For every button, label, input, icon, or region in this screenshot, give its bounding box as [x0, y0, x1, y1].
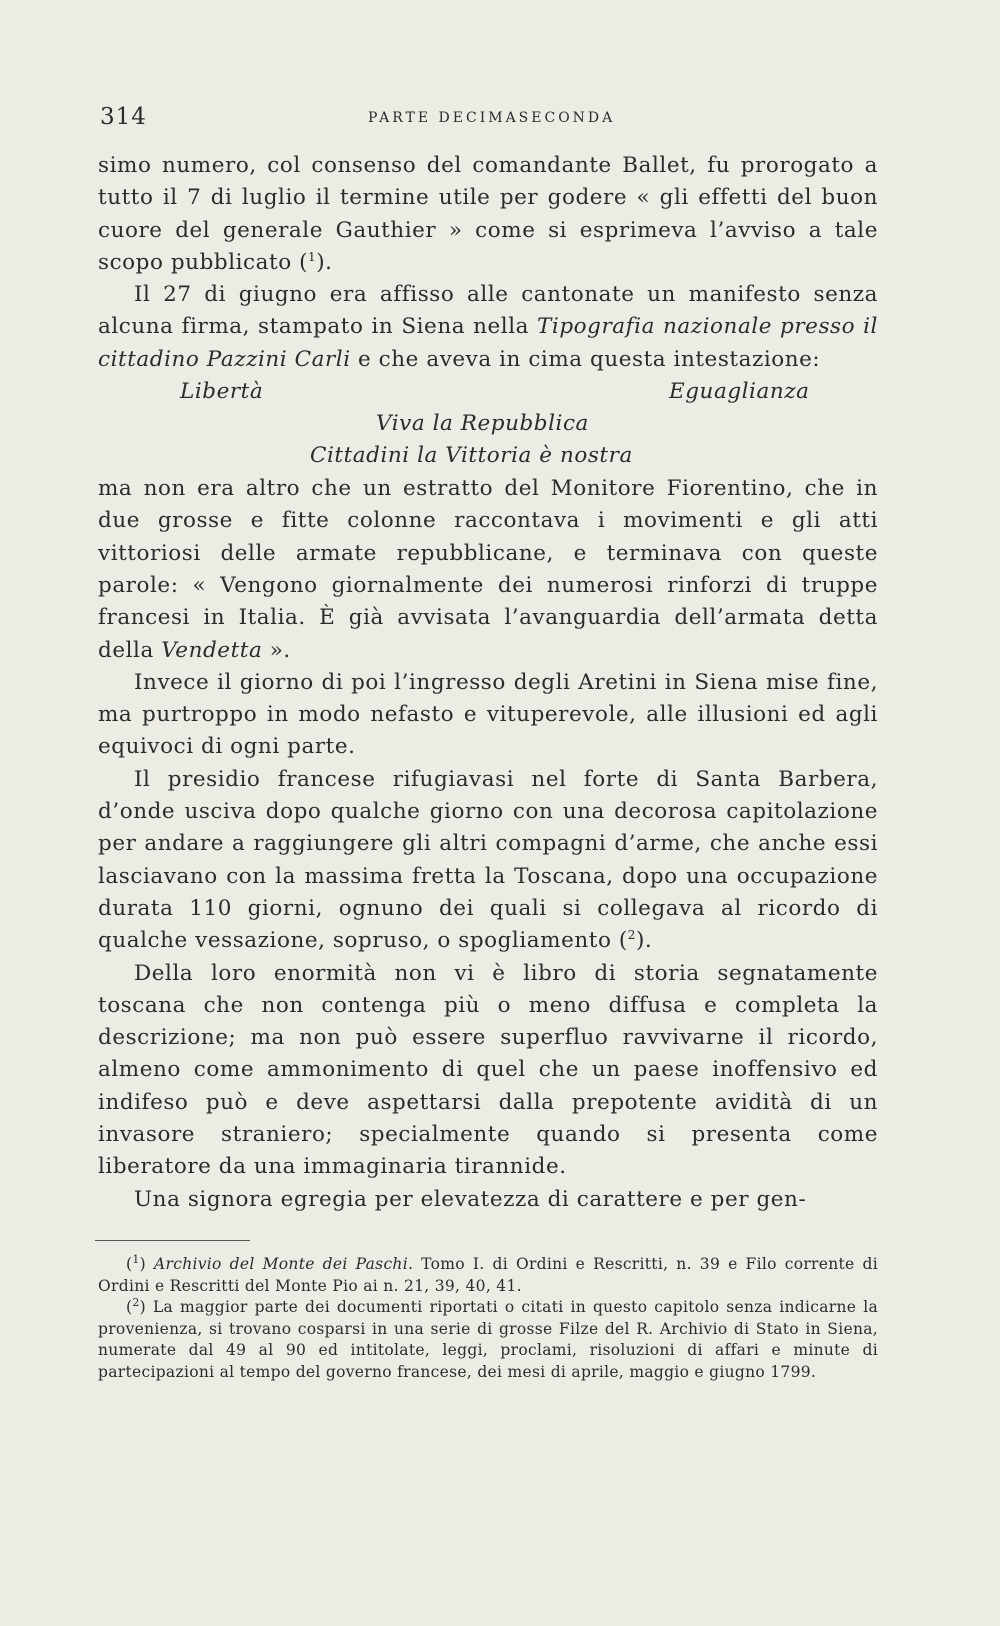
footnotes [98, 1254, 878, 1384]
running-head: PARTE DECIMASECONDA [368, 110, 616, 126]
paragraph-1: simo numero, col consenso del comandante Ballet, fu prorogato a tutto il 7 di luglio il termine utile per godere « gli effetti del buon cuore del generale Gauthier » come si esprimeva l’avviso a tale scopo pubblicato ($^1$). [98, 153, 878, 275]
motto-liberta: Libertà [180, 379, 264, 405]
footnote-2: ($^2$) La maggior parte dei documenti riportati o citati in questo capitolo senza indicarne la provenienza, si trovano cosparsi in una serie di grosse Filze del R. Archivio di Stato in Siena, numerate dal 49 al 90 ed intitolate, leggi, proclami, risoluzioni di affari e minute di partecipazioni al tempo del governo francese, dei mesi di aprile, maggio e giugno 1799. [98, 1296, 878, 1381]
body-text [98, 150, 878, 1216]
motto-viva-repubblica: Viva la Repubblica [376, 411, 589, 437]
paragraph-6: Della loro enormità non vi è libro di storia segnatamente toscana che non contenga più o meno diffusa e completa la descrizione; ma non può essere superfluo ravvivarne il ricordo, almeno come ammonimento di quel che un paese inoffensivo ed indifeso può e deve aspettarsi dalla prepotente avidità di un invasore straniero; specialmente quando si presenta come liberatore da una immaginaria tirannide. [98, 960, 878, 1180]
footnote-1: ($^1$) Archivio del Monte dei Paschi. Tomo I. di Ordini e Rescritti, n. 39 e Filo corrente di Ordini e Rescritti del Monte Pio ai n. 21, 39, 40, 41. [98, 1252, 878, 1295]
footnote-divider [95, 1240, 250, 1241]
paragraph-7: Una signora egregia per elevatezza di carattere e per gen- [134, 1186, 807, 1212]
motto-vittoria: Cittadini la Vittoria è nostra [310, 443, 633, 469]
page-number: 314 [100, 104, 147, 130]
paragraph-5: Il presidio francese rifugiavasi nel forte di Santa Barbera, d’onde usciva dopo qualche giorno con una decorosa capitolazione per andare a raggiungere gli altri compagni d’arme, che anche essi lasciavano con la massima fretta la Toscana, dopo una occupazione durata 110 giorni, ognuno dei quali si collegava al ricordo di qualche vessazione, sopruso, o spogliamento ($^2$). [98, 766, 878, 954]
manifesto-heading [98, 376, 878, 473]
paragraph-3: ma non era altro che un estratto del Monitore Fiorentino, che in due grosse e fitte colonne raccontava i movimenti e gli atti vittoriosi delle armate repubblicane, e terminava con queste parole: « Vengono giornalmente dei numerosi rinforzi di truppe francesi in Italia. È già avvisata l’avanguardia dell’armata detta della Vendetta ». [98, 476, 878, 663]
paragraph-4: Invece il giorno di poi l’ingresso degli Aretini in Siena mise fine, ma purtroppo in modo nefasto e vituperevole, alle illusioni ed agli equivoci di ogni parte. [98, 669, 878, 760]
footnote-ref-1: 1 [308, 249, 317, 264]
motto-eguaglianza: Eguaglianza [669, 379, 810, 405]
paragraph-2: Il 27 di giugno era affisso alle cantonate un manifesto senza alcuna firma, stampato in Siena nella Tipografia nazionale presso il cittadino Pazzini Carli e che aveva in cima questa intestazione: [98, 282, 878, 372]
page-header [100, 104, 890, 138]
footnote-ref-2: 2 [627, 928, 636, 943]
